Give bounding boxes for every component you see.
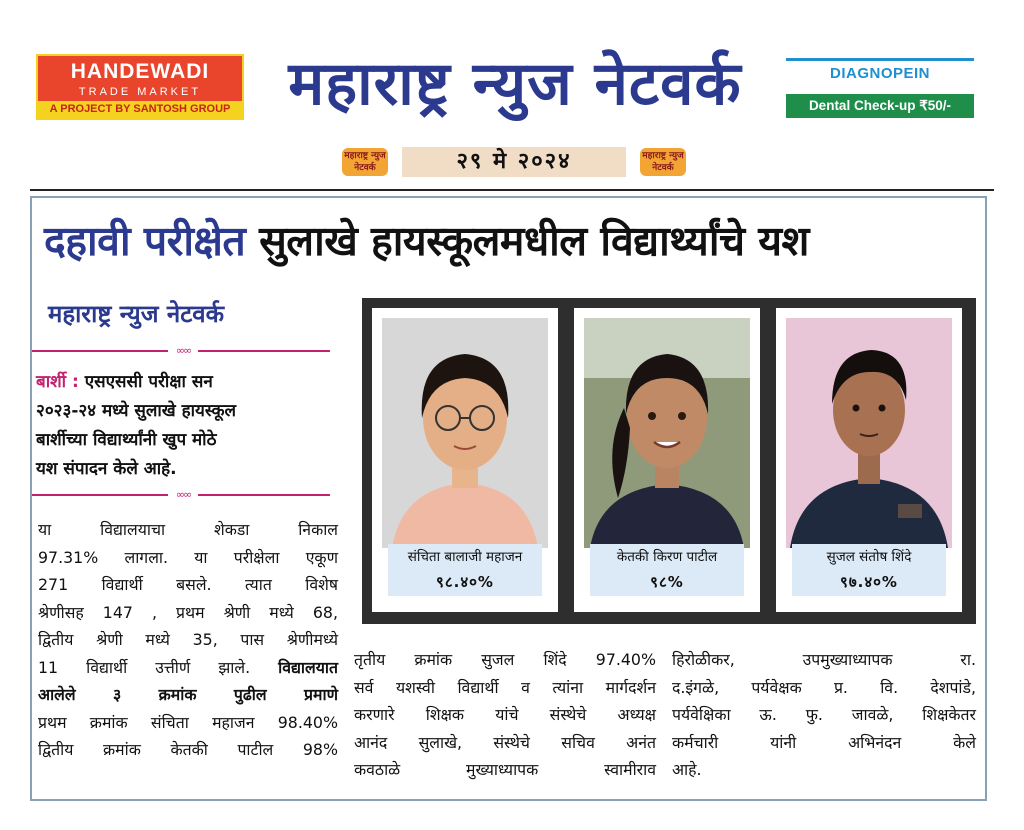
student-caption (590, 544, 744, 596)
student-card (776, 308, 962, 612)
ad-right-brand: DIAGNOPEIN (829, 65, 930, 82)
body-line-text: 11 विद्यार्थी उत्तीर्ण झाले. (38, 657, 251, 677)
lead-line-3: बार्शीच्या विद्यार्थ्यांनी खुप मोठे (36, 430, 217, 450)
body-line: सर्व यशस्वी विद्यार्थी व त्यांना मार्गदर्शन (354, 677, 656, 697)
body-line: या विद्यालयाचा शेकडा निकाल (38, 520, 338, 539)
date-row (0, 144, 1024, 180)
body-column-2 (354, 646, 656, 784)
student-portrait-icon (584, 318, 750, 548)
ornament-loops-icon: ∞∞ (168, 344, 198, 358)
body-line: प्रथम क्रमांक संचिता महाजन 98.40% (38, 712, 338, 732)
byline: महाराष्ट्र न्युज नेटवर्क (48, 300, 225, 328)
lead-line-1 (36, 368, 332, 397)
body-line: हिरोळीकर, उपमुख्याध्यापक रा. (672, 650, 976, 669)
article (30, 196, 987, 801)
student-name: सुजल संतोष शिंदे (826, 549, 912, 565)
article-headline (44, 210, 974, 272)
ornament-divider-bottom (32, 488, 330, 502)
lead-line-2: २०२३-२४ मध्ये सुलाखे हायस्कूल (36, 401, 237, 421)
body-line: 271 विद्यार्थी बसले. त्यात विशेष (38, 575, 338, 594)
body-line: करणारे शिक्षक यांचे संस्थेचे अध्यक्ष (354, 705, 656, 724)
handewadi-ad[interactable] (36, 54, 244, 120)
student-portrait-icon (382, 318, 548, 548)
student-name: संचिता बालाजी महाजन (407, 549, 523, 565)
body-bold-inline: विद्यालयात (278, 657, 338, 677)
body-line: द्वितीय श्रेणी मध्ये 35, पास श्रेणीमध्ये (38, 630, 338, 649)
student-card (372, 308, 558, 612)
student-caption (792, 544, 946, 596)
body-line: तृतीय क्रमांक सुजल शिंदे 97.40% (354, 650, 656, 669)
ad-left-line3: A PROJECT BY SANTOSH GROUP (38, 101, 242, 118)
student-percent: ९८% (650, 573, 684, 591)
header-divider (30, 189, 994, 191)
ad-left-line1: HANDEWADI (70, 60, 210, 83)
body-line: कवठाळे मुख्याध्यापक स्वामीराव (354, 760, 656, 779)
body-line: 97.31% लागला. या परीक्षेला एकूण (38, 547, 338, 567)
mini-logo-left: महाराष्ट्र न्युज नेटवर्क (342, 148, 388, 176)
student-caption (388, 544, 542, 596)
student-photo (584, 318, 750, 548)
student-portrait-icon (786, 318, 952, 548)
body-line: आनंद सुलाखे, संस्थेचे सचिव अनंत (354, 732, 656, 752)
ornament-loops-icon: ∞∞ (168, 488, 198, 502)
student-card (574, 308, 760, 612)
masthead-title: महाराष्ट्र न्युज नेटवर्क (288, 49, 742, 119)
student-name: केतकी किरण पाटील (616, 549, 718, 565)
body-line: कर्मचारी यांनी अभिनंदन केले (672, 732, 976, 752)
student-percent: ९८.४०% (436, 573, 494, 591)
lead-paragraph (36, 368, 332, 484)
body-bold-line: आलेले ३ क्रमांक पुढील प्रमाणे (38, 685, 338, 704)
body-line: श्रेणीसह 147 , प्रथम श्रेणी मध्ये 68, (38, 602, 338, 622)
ad-left-line2: TRADE MARKET (78, 86, 202, 98)
student-photo (786, 318, 952, 548)
ornament-divider-top (32, 344, 330, 358)
body-line: आहे. (672, 760, 702, 779)
lead-line-1-text: एसएससी परीक्षा सन (84, 372, 213, 392)
body-column-1 (38, 516, 338, 764)
headline-part1: दहावी परीक्षेत (44, 217, 246, 265)
body-line: द्वितीय क्रमांक केतकी पाटील 98% (38, 740, 338, 759)
diagnopein-ad[interactable] (786, 58, 974, 120)
publication-date: २९ मे २०२४ (402, 147, 626, 177)
mini-logo-right: महाराष्ट्र न्युज नेटवर्क (640, 148, 686, 176)
student-percent: ९७.४०% (840, 573, 898, 591)
lead-line-4: यश संपादन केले आहे. (36, 459, 177, 479)
body-line: पर्यवेक्षिका ऊ. फु. जावळे, शिक्षकेतर (672, 705, 976, 724)
body-line: द.इंगळे, पर्यवेक्षक प्र. वि. देशपांडे, (672, 677, 976, 697)
body-column-3 (672, 646, 976, 784)
ad-right-offer: Dental Check-up ₹50/- (786, 94, 974, 118)
headline-part2: सुलाखे हायस्कूलमधील विद्यार्थ्यांचे यश (259, 217, 809, 265)
dateline-place: बार्शी : (36, 372, 79, 392)
body-line-mixed (38, 654, 338, 682)
student-photo (382, 318, 548, 548)
ad-right-topline (786, 58, 974, 61)
student-photos-panel (362, 298, 976, 624)
